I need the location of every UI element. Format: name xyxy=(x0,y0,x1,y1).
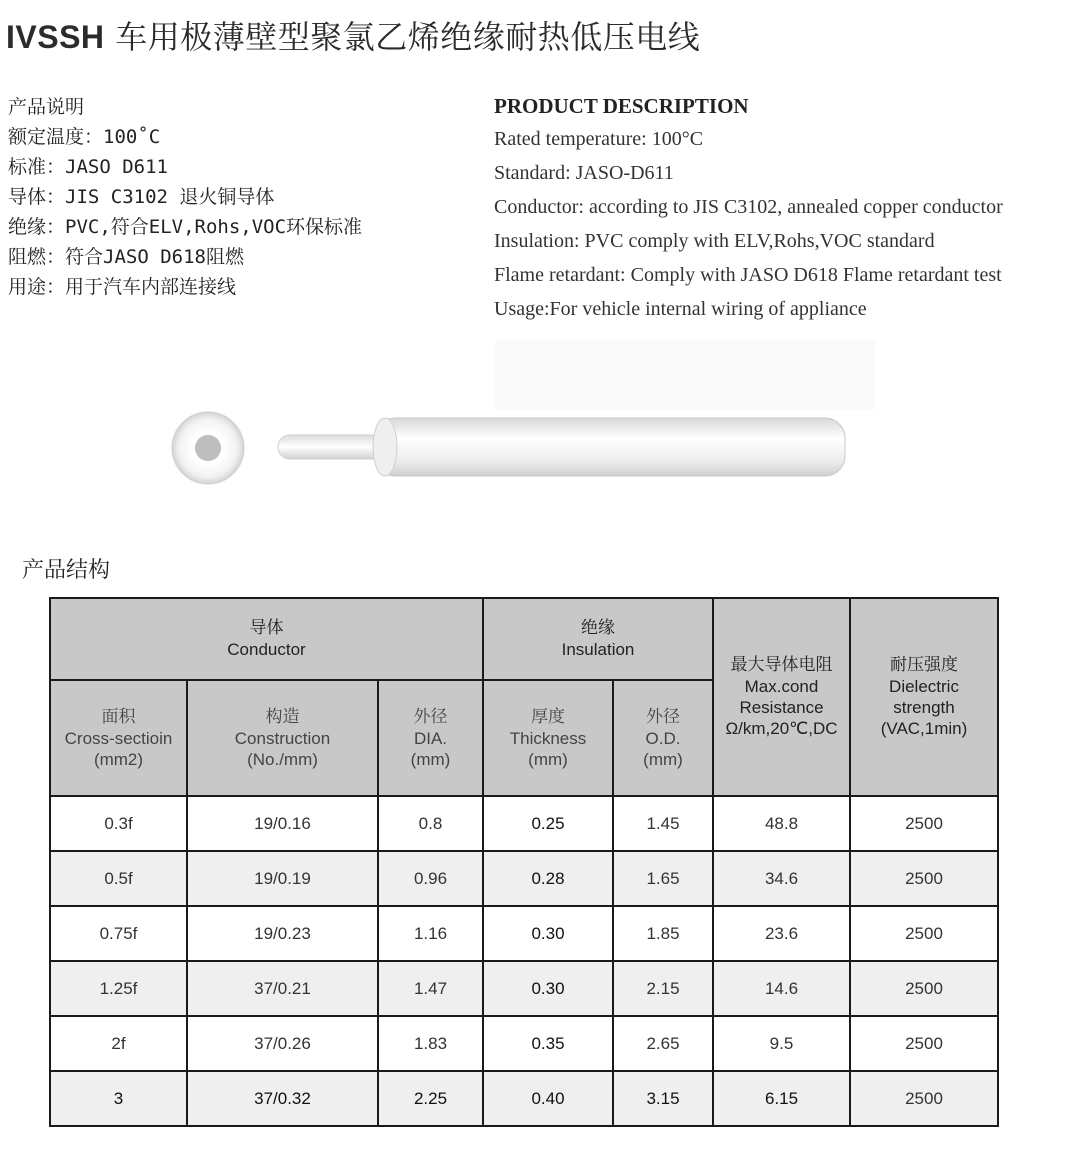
cell-dia: 2.25 xyxy=(378,1071,483,1126)
header-resistance: 最大导体电阻 Max.cond Resistance Ω/km,20℃,DC xyxy=(713,598,850,796)
wire-jacket xyxy=(375,418,845,476)
cell-thickness: 0.28 xyxy=(483,851,613,906)
table-row xyxy=(50,796,998,851)
header-thickness: 厚度 Thickness (mm) xyxy=(483,680,613,796)
background-glare xyxy=(495,340,875,410)
cell-od: 3.15 xyxy=(613,1071,713,1126)
table-row xyxy=(50,1016,998,1071)
en-line-conductor: Conductor: according to JIS C3102, annealed copper conductor xyxy=(494,196,1003,218)
cell-construction: 37/0.32 xyxy=(187,1071,378,1126)
model-code: IVSSH xyxy=(6,19,105,55)
cell-area: 3 xyxy=(50,1071,187,1126)
cn-heading: 产品说明 xyxy=(8,96,85,118)
group-insulation: 绝缘 Insulation xyxy=(483,598,713,680)
header-construction: 构造 Construction (No./mm) xyxy=(187,680,378,796)
cell-construction: 37/0.26 xyxy=(187,1016,378,1071)
wire-illustration xyxy=(160,340,1060,520)
en-line-flame: Flame retardant: Comply with JASO D618 Flame retardant test xyxy=(494,264,1002,286)
cell-thickness: 0.25 xyxy=(483,796,613,851)
en-line-usage: Usage:For vehicle internal wiring of appliance xyxy=(494,298,867,320)
spec-table xyxy=(49,597,999,1127)
cell-construction: 19/0.19 xyxy=(187,851,378,906)
section-title: 产品结构 xyxy=(22,558,111,583)
cell-thickness: 0.30 xyxy=(483,961,613,1016)
cell-dielectric: 2500 xyxy=(850,796,998,851)
cell-dielectric: 2500 xyxy=(850,1016,998,1071)
table-row xyxy=(50,906,998,961)
cell-resistance: 9.5 xyxy=(713,1016,850,1071)
cn-line-insulation: 绝缘：PVC,符合ELV,Rohs,VOC环保标准 xyxy=(8,216,363,238)
cn-line-usage: 用途：用于汽车内部连接线 xyxy=(8,276,237,298)
cell-resistance: 14.6 xyxy=(713,961,850,1016)
cell-resistance: 6.15 xyxy=(713,1071,850,1126)
cell-construction: 19/0.16 xyxy=(187,796,378,851)
conductor-core xyxy=(195,435,221,461)
cell-thickness: 0.35 xyxy=(483,1016,613,1071)
cell-dia: 0.8 xyxy=(378,796,483,851)
cell-thickness: 0.30 xyxy=(483,906,613,961)
cell-od: 1.45 xyxy=(613,796,713,851)
cell-dielectric: 2500 xyxy=(850,906,998,961)
stripped-conductor xyxy=(278,435,388,459)
cell-od: 2.15 xyxy=(613,961,713,1016)
cn-line-flame: 阻燃：符合JASO D618阻燃 xyxy=(8,246,244,268)
en-line-insulation: Insulation: PVC comply with ELV,Rohs,VOC standard xyxy=(494,230,935,252)
cell-resistance: 23.6 xyxy=(713,906,850,961)
page-title xyxy=(6,12,700,58)
cell-area: 0.75f xyxy=(50,906,187,961)
group-conductor: 导体 Conductor xyxy=(50,598,483,680)
en-heading: PRODUCT DESCRIPTION xyxy=(494,94,749,118)
cn-line-temperature: 额定温度：100˚C xyxy=(8,126,161,148)
cell-resistance: 48.8 xyxy=(713,796,850,851)
cell-resistance: 34.6 xyxy=(713,851,850,906)
cell-construction: 37/0.21 xyxy=(187,961,378,1016)
description-cn xyxy=(8,92,362,302)
cell-area: 0.5f xyxy=(50,851,187,906)
cell-dielectric: 2500 xyxy=(850,1071,998,1126)
cell-area: 2f xyxy=(50,1016,187,1071)
cell-area: 0.3f xyxy=(50,796,187,851)
header-dia: 外径 DIA. (mm) xyxy=(378,680,483,796)
cn-line-conductor: 导体：JIS C3102 退火铜导体 xyxy=(8,186,275,208)
cell-od: 1.85 xyxy=(613,906,713,961)
cell-dia: 1.83 xyxy=(378,1016,483,1071)
cell-dielectric: 2500 xyxy=(850,851,998,906)
cell-area: 1.25f xyxy=(50,961,187,1016)
cell-thickness: 0.40 xyxy=(483,1071,613,1126)
product-name: 车用极薄壁型聚氯乙烯绝缘耐热低压电线 xyxy=(115,18,701,56)
cell-dia: 1.47 xyxy=(378,961,483,1016)
en-line-standard: Standard: JASO-D611 xyxy=(494,162,674,184)
cn-line-standard: 标准：JASO D611 xyxy=(8,156,168,178)
description-en xyxy=(494,90,1003,326)
table-row xyxy=(50,851,998,906)
cell-od: 2.65 xyxy=(613,1016,713,1071)
cell-od: 1.65 xyxy=(613,851,713,906)
header-dielectric: 耐压强度 Dielectric strength (VAC,1min) xyxy=(850,598,998,796)
jacket-end xyxy=(373,418,397,476)
en-line-temperature: Rated temperature: 100°C xyxy=(494,128,704,150)
table-row xyxy=(50,1071,998,1126)
header-area: 面积 Cross-sectioin (mm2) xyxy=(50,680,187,796)
header-od: 外径 O.D. (mm) xyxy=(613,680,713,796)
cell-dia: 1.16 xyxy=(378,906,483,961)
cell-dielectric: 2500 xyxy=(850,961,998,1016)
cell-construction: 19/0.23 xyxy=(187,906,378,961)
cell-dia: 0.96 xyxy=(378,851,483,906)
table-row xyxy=(50,961,998,1016)
